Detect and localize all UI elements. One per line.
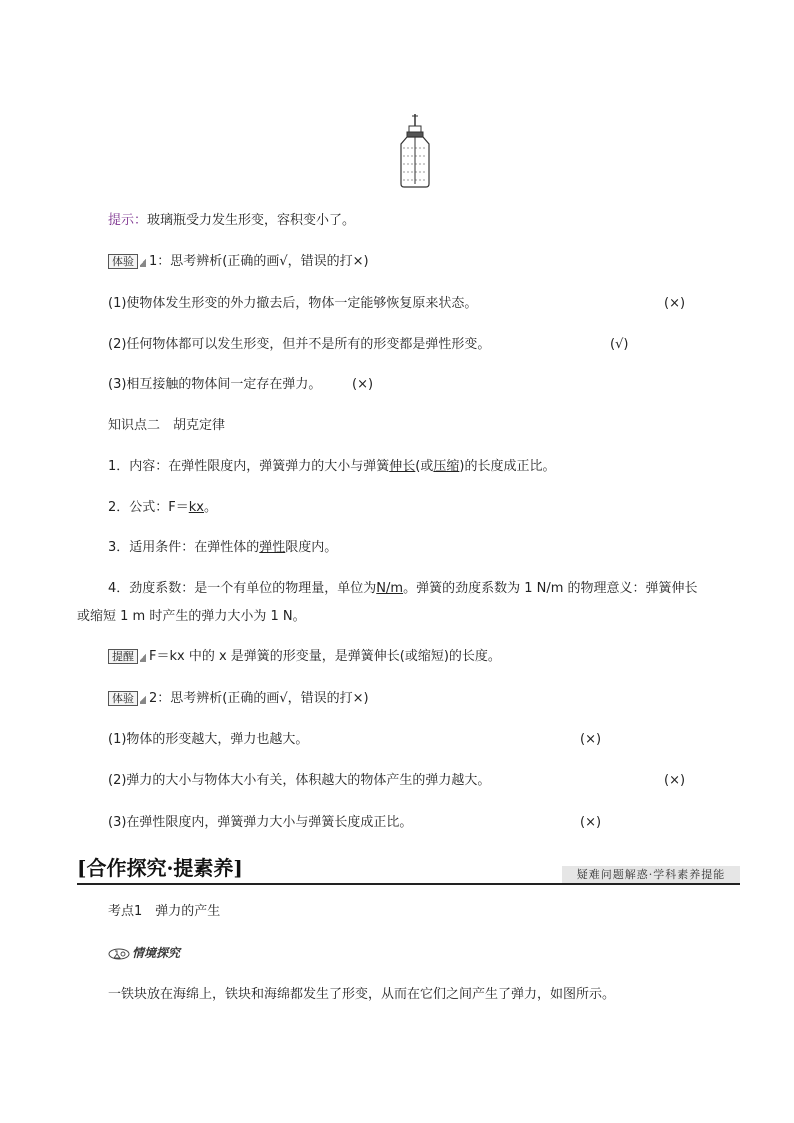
kp2-stiffness-line-2: 或缩短 1 m 时产生的弹力大小为 1 N。: [77, 609, 306, 624]
reminder-line: [108, 648, 501, 666]
blank-formula: kx: [188, 500, 204, 515]
scene-label-text: 情境探究: [132, 946, 181, 960]
exp2-header-text: 2：思考辨析(正确的画√，错误的打×): [149, 691, 369, 706]
kp2-content-line: 1．内容：在弹性限度内，弹簧弹力的大小与弹簧伸长(或压缩)的长度成正比。: [108, 459, 556, 474]
kp2-title: 知识点二 胡克定律: [108, 418, 226, 433]
exp1-tag: 体验: [108, 254, 138, 269]
exp2-item-3: (3)在弹性限度内，弹簧弹力大小与弹簧长度成正比。: [108, 815, 413, 830]
exp2-item-3-mark: (×): [580, 815, 602, 830]
exp1-item-2: (2)任何物体都可以发生形变，但并不是所有的形变都是弹性形变。: [108, 337, 491, 352]
exp1-item-3-mark: (×): [352, 377, 374, 392]
body-paragraph: 一铁块放在海绵上，铁块和海绵都发生了形变，从而在它们之间产生了弹力，如图所示。: [108, 987, 616, 1002]
glass-bottle-figure: [395, 112, 435, 190]
scene-exploration-label: [108, 944, 180, 962]
reminder-tag: 提醒: [108, 649, 138, 664]
exp2-item-1: (1)物体的形变越大，弹力也越大。: [108, 732, 309, 747]
tag-corner-icon: [140, 652, 146, 662]
exp1-item-3: (3)相互接触的物体间一定存在弹力。: [108, 377, 322, 392]
kp2-stiffness-line: 4．劲度系数：是一个有单位的物理量，单位为N/m。弹簧的劲度系数为 1 N/m 的物理意义：弹簧伸长: [108, 581, 698, 596]
exp2-item-1-mark: (×): [580, 732, 602, 747]
exp1-item-1: (1)使物体发生形变的外力撤去后，物体一定能够恢复原来状态。: [108, 296, 478, 311]
topic-heading: 考点1 弹力的产生: [108, 904, 221, 919]
kp2-condition-line: 3．适用条件：在弹性体的弹性限度内。: [108, 540, 338, 555]
tag-corner-icon: [140, 257, 146, 267]
tag-corner-icon: [140, 694, 146, 704]
flask-icon: [108, 948, 130, 960]
exp2-item-2-mark: (×): [664, 773, 686, 788]
blank-compress: 压缩: [433, 459, 460, 474]
blank-elastic: 弹性: [259, 540, 286, 555]
reminder-text: F＝kx 中的 x 是弹簧的形变量，是弹簧伸长(或缩短)的长度。: [149, 649, 501, 664]
exp2-header: [108, 690, 369, 708]
exp1-header-text: 1：思考辨析(正确的画√，错误的打×): [149, 254, 369, 269]
exp1-header: [108, 253, 369, 271]
exp2-tag: 体验: [108, 691, 138, 706]
exp1-item-1-mark: (×): [664, 296, 686, 311]
exp2-item-2: (2)弹力的大小与物体大小有关，体积越大的物体产生的弹力越大。: [108, 773, 491, 788]
kp2-formula-line: 2．公式：F＝kx。: [108, 500, 217, 515]
section-title: [合作探究·提素养]: [77, 856, 243, 880]
hint-line: [108, 212, 355, 230]
section-divider: [77, 883, 740, 885]
blank-unit: N/m: [376, 581, 404, 596]
hint-text: 玻璃瓶受力发生形变，容积变小了。: [147, 213, 356, 228]
section-badge: 疑难问题解惑·学科素养提能: [562, 866, 740, 883]
exp1-item-2-mark: (√): [610, 337, 629, 352]
hint-label: 提示：: [108, 213, 148, 228]
blank-stretch: 伸长: [389, 459, 416, 474]
